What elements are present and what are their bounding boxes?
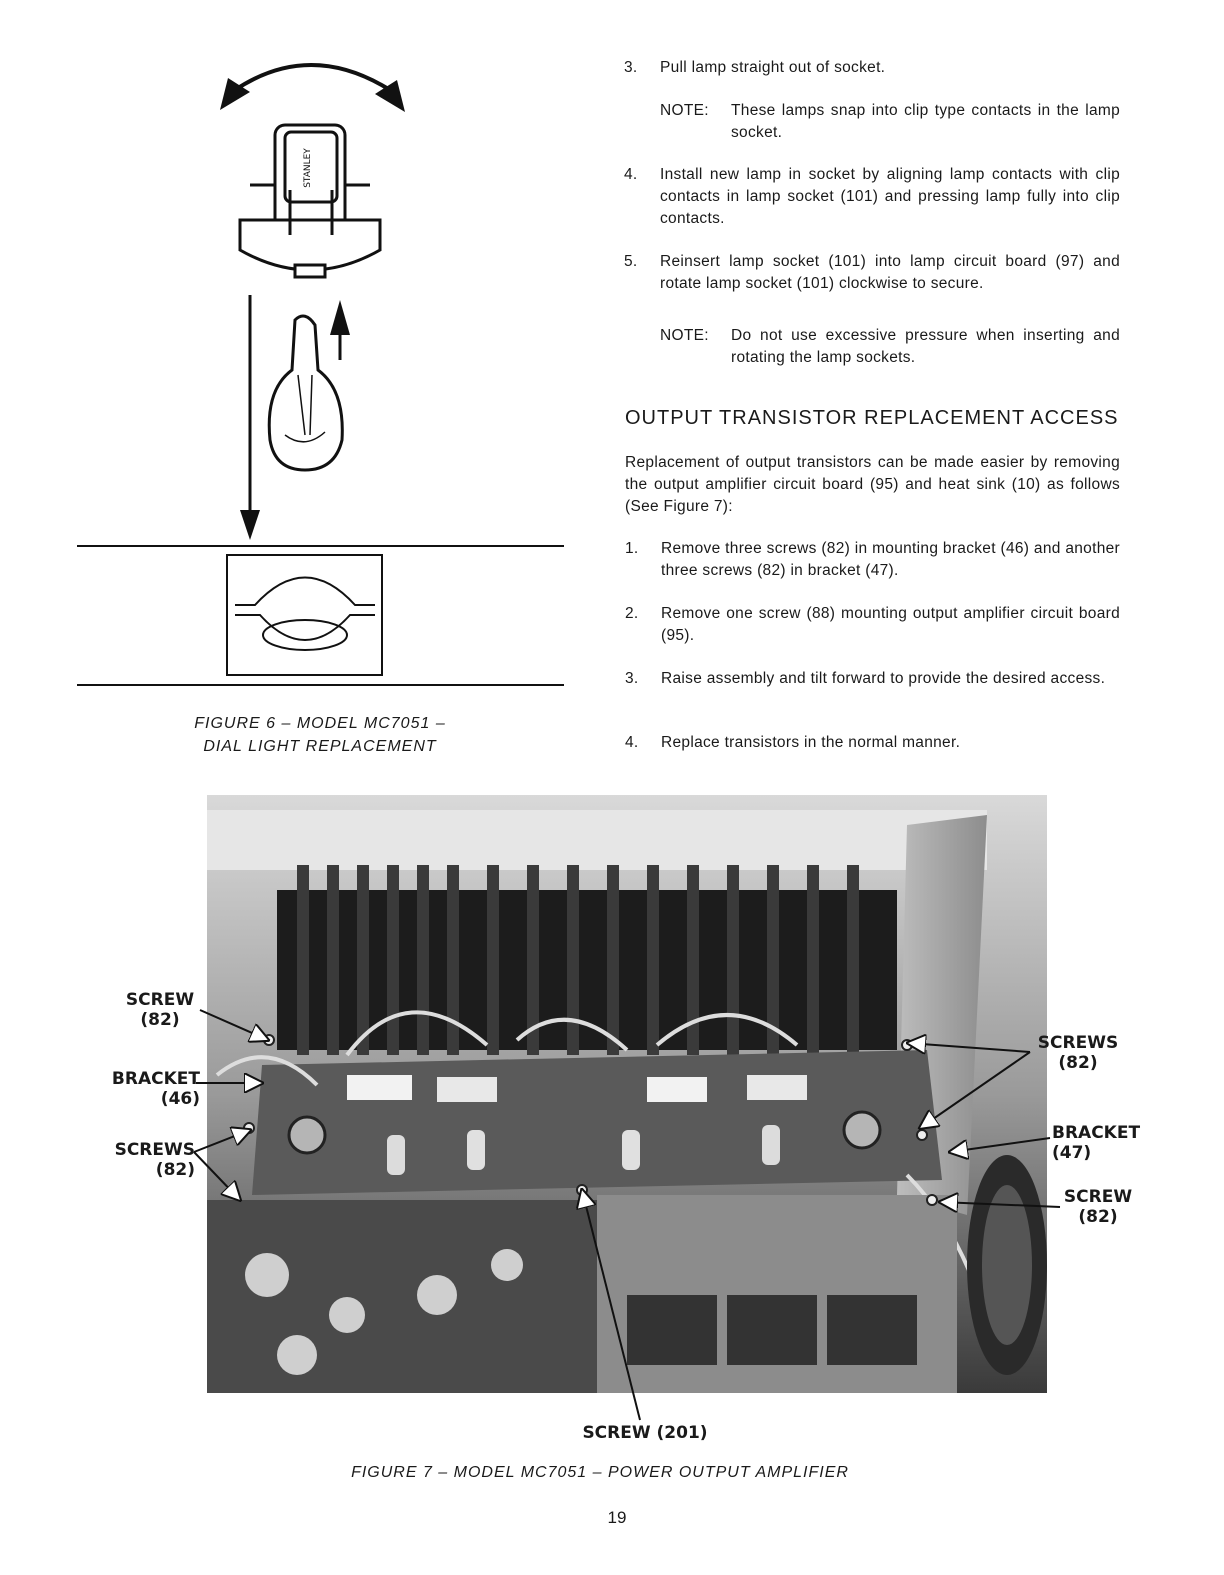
figure-6-rule-top bbox=[77, 545, 564, 547]
step-4-replace-transistors bbox=[625, 732, 1120, 754]
socket-cross-section bbox=[227, 555, 382, 675]
callout-line: (82) bbox=[1058, 1053, 1098, 1073]
step-1-remove-screws bbox=[625, 538, 1120, 582]
step-text: Pull lamp straight out of socket. bbox=[660, 59, 886, 76]
section-intro: Replacement of output transistors can be made easier by removing the output amplifier circuit board (95) and heat sink (10) as follows (See Figure 7): bbox=[625, 454, 1120, 515]
figure-7-callout-arrows bbox=[0, 780, 1224, 1440]
callout-line: (47) bbox=[1052, 1143, 1092, 1163]
callout-line: BRACKET bbox=[111, 1069, 200, 1089]
callout-bracket-47 bbox=[1052, 1123, 1152, 1163]
note-label: NOTE: bbox=[660, 327, 709, 344]
figure-6-caption-line-1: FIGURE 6 – MODEL MC7051 – bbox=[194, 715, 446, 732]
step-text: Remove three screws (82) in mounting bracket (46) and another three screws (82) in bracket (47). bbox=[661, 540, 1120, 579]
step-text: Raise assembly and tilt forward to provide the desired access. bbox=[661, 670, 1106, 687]
callout-line: BRACKET bbox=[1052, 1123, 1141, 1143]
callout-screw-201: SCREW (201) bbox=[582, 1423, 708, 1443]
step-number: 4. bbox=[624, 166, 638, 183]
figure-6-caption bbox=[120, 712, 520, 758]
lamp-bulb-drawing bbox=[269, 316, 342, 470]
step-number: 1. bbox=[625, 540, 639, 557]
callout-screws-82-left bbox=[105, 1140, 195, 1180]
step-4-install-lamp bbox=[624, 164, 1120, 230]
step-text: Replace transistors in the normal manner. bbox=[661, 734, 961, 751]
step-number: 3. bbox=[624, 59, 638, 76]
step-text: Remove one screw (88) mounting output amplifier circuit board (95). bbox=[661, 605, 1120, 644]
figure-7-caption: FIGURE 7 – MODEL MC7051 – POWER OUTPUT AMPLIFIER bbox=[351, 1464, 849, 1481]
callout-line: (46) bbox=[160, 1089, 200, 1109]
step-3-raise-assembly bbox=[625, 668, 1120, 690]
step-number: 2. bbox=[625, 605, 639, 622]
callout-line: (82) bbox=[140, 1010, 180, 1030]
callout-screws-82-right bbox=[1033, 1033, 1123, 1073]
note-text: Do not use excessive pressure when inserting and rotating the lamp sockets. bbox=[731, 327, 1120, 366]
step-text: Install new lamp in socket by aligning lamp contacts with clip contacts in lamp socket (101) and pressing lamp fully into clip contacts. bbox=[660, 166, 1120, 227]
callout-screw-82-left-top bbox=[120, 990, 200, 1030]
section-heading: OUTPUT TRANSISTOR REPLACEMENT ACCESS bbox=[625, 407, 1119, 429]
step-5-reinsert-socket bbox=[624, 251, 1120, 295]
note-excessive-pressure bbox=[660, 325, 1120, 369]
callout-line: (82) bbox=[1078, 1207, 1118, 1227]
rotation-arrow-icon bbox=[235, 65, 390, 90]
callout-line: SCREW bbox=[1063, 1187, 1133, 1207]
step-2-remove-screw bbox=[625, 603, 1120, 647]
lamp-socket-drawing bbox=[240, 125, 380, 277]
step-text: Reinsert lamp socket (101) into lamp circuit board (97) and rotate lamp socket (101) clockwise to secure. bbox=[660, 253, 1120, 292]
figure-6-rule-bottom bbox=[77, 684, 564, 686]
figure-6-caption-line-2: DIAL LIGHT REPLACEMENT bbox=[203, 738, 437, 755]
lamp-brand-text: STANLEY bbox=[303, 148, 313, 188]
callout-line: SCREWS bbox=[1037, 1033, 1119, 1053]
step-3-pull-lamp bbox=[624, 57, 1120, 79]
page-number: 19 bbox=[607, 1508, 627, 1527]
callout-line: SCREWS bbox=[114, 1140, 195, 1160]
note-text: These lamps snap into clip type contacts in the lamp socket. bbox=[731, 102, 1120, 141]
step-number: 4. bbox=[625, 734, 639, 751]
callout-line: (82) bbox=[155, 1160, 195, 1180]
figure-6-illustration bbox=[60, 40, 580, 700]
callout-line: SCREW bbox=[125, 990, 195, 1010]
callout-screw-82-right bbox=[1058, 1187, 1138, 1227]
note-clip-contacts bbox=[660, 100, 1120, 144]
step-number: 5. bbox=[624, 253, 638, 270]
callout-bracket-46 bbox=[100, 1069, 200, 1109]
note-label: NOTE: bbox=[660, 102, 709, 119]
step-number: 3. bbox=[625, 670, 639, 687]
